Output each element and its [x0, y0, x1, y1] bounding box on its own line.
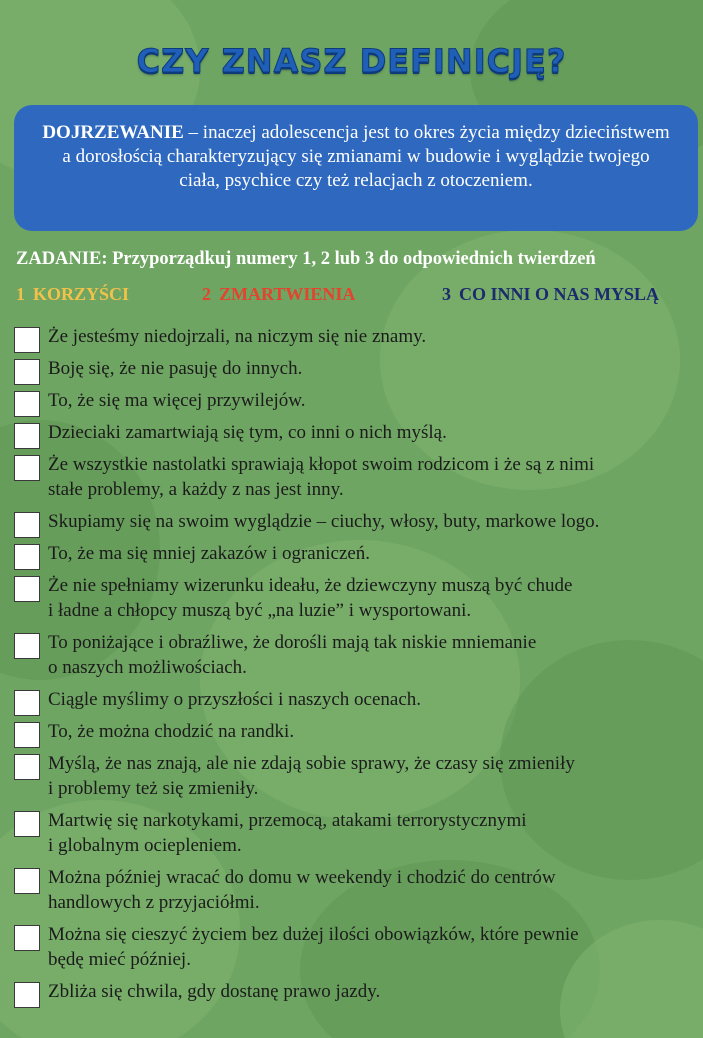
- list-item: [0, 687, 703, 712]
- statement-list: [0, 324, 703, 1011]
- list-item: [0, 719, 703, 744]
- list-item: [0, 420, 703, 445]
- statement-text: To, że się ma więcej przywilejów.: [48, 390, 306, 411]
- answer-checkbox[interactable]: [14, 576, 40, 602]
- list-item: [0, 452, 703, 502]
- legend-label: ZMARTWIENIA: [219, 284, 356, 304]
- legend-item-others-opinion: [442, 284, 659, 305]
- list-item: [0, 573, 703, 623]
- answer-checkbox[interactable]: [14, 722, 40, 748]
- list-item: [0, 324, 703, 349]
- answer-checkbox[interactable]: [14, 455, 40, 481]
- statement-text: Martwię się narkotykami, przemocą, atakami terrorystycznymi i globalnym ociepleniem.: [48, 810, 527, 856]
- legend-number: 2: [202, 284, 211, 304]
- legend-number: 3: [442, 284, 451, 304]
- answer-checkbox[interactable]: [14, 423, 40, 449]
- list-item: [0, 922, 703, 972]
- answer-checkbox[interactable]: [14, 811, 40, 837]
- statement-text: To, że można chodzić na randki.: [48, 721, 295, 742]
- list-item: [0, 509, 703, 534]
- definition-box: [14, 105, 698, 231]
- answer-checkbox[interactable]: [14, 754, 40, 780]
- statement-text: Można się cieszyć życiem bez dużej ilości obowiązków, które pewnie będę mieć później.: [48, 924, 579, 970]
- legend-number: 1: [16, 284, 25, 304]
- statement-text: Myślą, że nas znają, ale nie zdają sobie sprawy, że czasy się zmieniły i problemy też się zmieniły.: [48, 753, 575, 799]
- statement-text: Że jesteśmy niedojrzali, na niczym się nie znamy.: [48, 326, 427, 347]
- task-instruction: ZADANIE: Przyporządkuj numery 1, 2 lub 3 do odpowiednich twierdzeń: [16, 249, 596, 269]
- list-item: [0, 751, 703, 801]
- answer-checkbox[interactable]: [14, 544, 40, 570]
- answer-checkbox[interactable]: [14, 868, 40, 894]
- statement-text: Że nie spełniamy wizerunku ideału, że dziewczyny muszą być chude i ładne a chłopcy muszą być „na luzie” i wysportowani.: [48, 575, 573, 621]
- answer-checkbox[interactable]: [14, 359, 40, 385]
- answer-checkbox[interactable]: [14, 982, 40, 1008]
- statement-text: Boję się, że nie pasuję do innych.: [48, 358, 303, 379]
- answer-checkbox[interactable]: [14, 391, 40, 417]
- legend-label: KORZYŚCI: [33, 284, 130, 304]
- answer-checkbox[interactable]: [14, 690, 40, 716]
- list-item: [0, 630, 703, 680]
- page-title: CZY ZNASZ DEFINICJĘ?: [136, 42, 567, 80]
- statement-text: To poniżające i obraźliwe, że dorośli mają tak niskie mniemanie o naszych możliwościach.: [48, 632, 537, 678]
- answer-checkbox[interactable]: [14, 925, 40, 951]
- statement-text: Zbliża się chwila, gdy dostanę prawo jazdy.: [48, 981, 381, 1002]
- list-item: [0, 979, 703, 1004]
- legend-item-worries: [202, 284, 355, 305]
- list-item: [0, 388, 703, 413]
- statement-text: Skupiamy się na swoim wyglądzie – ciuchy, włosy, buty, markowe logo.: [48, 511, 600, 532]
- list-item: [0, 541, 703, 566]
- statement-text: Dzieciaki zamartwiają się tym, co inni o nich myślą.: [48, 422, 447, 443]
- statement-text: To, że ma się mniej zakazów i ograniczeń.: [48, 543, 371, 564]
- legend: [0, 284, 703, 308]
- statement-text: Można później wracać do domu w weekendy i chodzić do centrów handlowych z przyjaciółmi.: [48, 867, 556, 913]
- statement-text: Ciągle myślimy o przyszłości i naszych ocenach.: [48, 689, 422, 710]
- definition-text: – inaczej adolescencja jest to okres życia między dzieciństwem a dorosłością charakteryzujący się zmianami w budowie i wyglądzie twojego ciała, psychice czy też relacjach z otoczeniem.: [62, 122, 670, 191]
- list-item: [0, 865, 703, 915]
- answer-checkbox[interactable]: [14, 512, 40, 538]
- legend-label: CO INNI O NAS MYSLĄ: [459, 284, 660, 304]
- answer-checkbox[interactable]: [14, 633, 40, 659]
- definition-term: DOJRZEWANIE: [42, 122, 184, 143]
- statement-text: Że wszystkie nastolatki sprawiają kłopot swoim rodzicom i że są z nimi stałe problemy, a każdy z nas jest inny.: [48, 454, 595, 500]
- list-item: [0, 356, 703, 381]
- legend-item-benefits: [16, 284, 129, 305]
- list-item: [0, 808, 703, 858]
- answer-checkbox[interactable]: [14, 327, 40, 353]
